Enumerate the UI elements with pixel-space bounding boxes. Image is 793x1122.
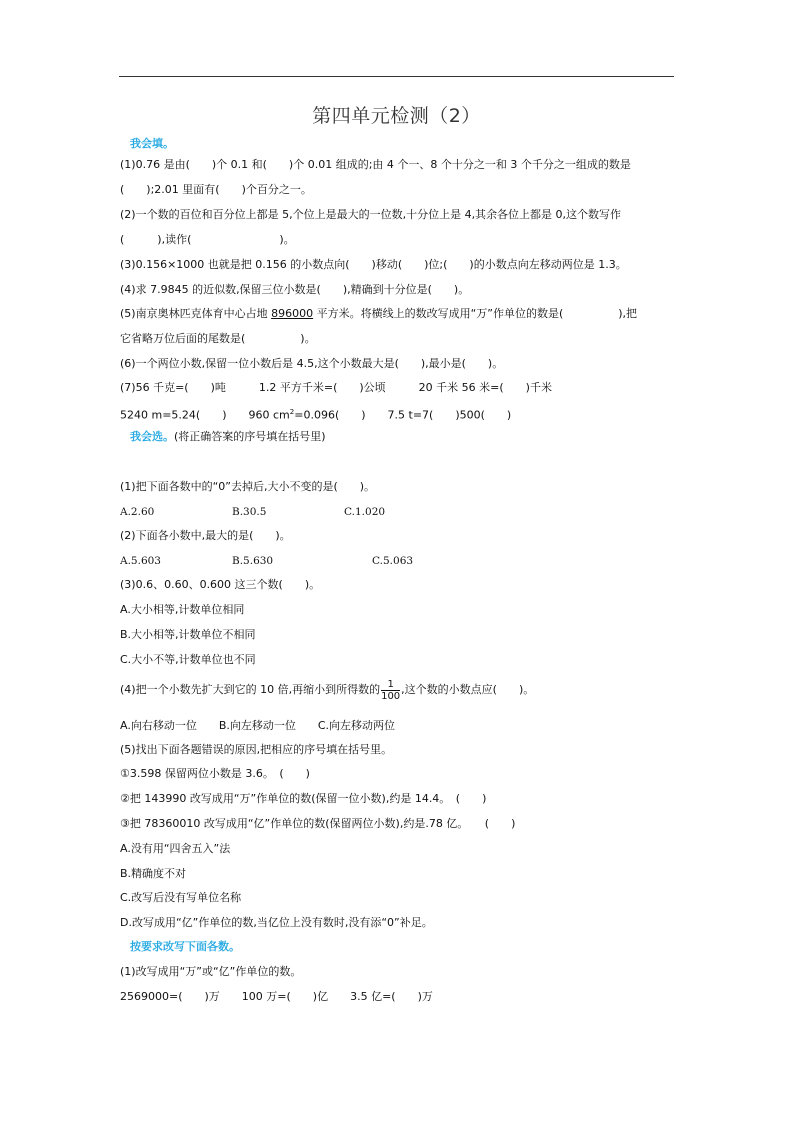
- q2-item-3-option-a: A.大小相等,计数单位相同: [120, 603, 245, 616]
- page-title: 第四单元检测（2）: [312, 105, 481, 127]
- q2-item-1: (1)把下面各数中的“0”去掉后,大小不变的是( )。: [120, 480, 376, 493]
- q2-item-5: (5)找出下面各题错误的原因,把相应的序号填在括号里。: [120, 743, 393, 756]
- q1-line-10: (7)56 千克=( )吨 1.2 平方千米=( )公顷 20 千米 56 米=( )千米: [120, 381, 552, 394]
- header-rule: [119, 76, 674, 77]
- q1-line-4: ( ),读作( )。: [120, 233, 295, 246]
- fraction-one-hundredth: [381, 679, 400, 702]
- q2-item-5-option-b: B.精确度不对: [120, 867, 187, 880]
- q1-line-7-b: 平方米。将横线上的数改写成用“万”作单位的数是( ),把: [313, 307, 638, 320]
- q1-line-2: ( );2.01 里面有( )个百分之一。: [120, 183, 312, 196]
- q2-item-4-b: ,这个数的小数点应( )。: [401, 683, 535, 696]
- q1-underlined-number: 896000: [271, 307, 314, 320]
- q2-item-2-option-a: A.5.603: [120, 555, 161, 567]
- q1-line-8: 它省略万位后面的尾数是( )。: [120, 332, 316, 345]
- q1-line-11-a: 5240 m=5.24( ) 960 cm: [120, 408, 290, 422]
- q2-item-2-option-b: B.5.630: [232, 555, 274, 567]
- section-choose-label: 我会选。: [130, 430, 174, 443]
- fraction-denominator: 100: [381, 690, 401, 702]
- section-fill-title: 我会填。: [130, 137, 174, 150]
- q2-item-3-option-c: C.大小不等,计数单位也不同: [120, 653, 256, 666]
- q2-item-5-option-a: A.没有用“四舍五入”法: [120, 842, 231, 855]
- q1-line-6: (4)求 7.9845 的近似数,保留三位小数是( ),精确到十分位是( )。: [120, 283, 470, 296]
- section-rewrite-title: 按要求改写下面各数。: [130, 940, 240, 953]
- q1-line-5: (3)0.156×1000 也就是把 0.156 的小数点向( )移动( )位;( )的小数点向左移动两位是 1.3。: [120, 258, 627, 271]
- q1-line-7-a: (5)南京奥林匹克体育中心占地: [120, 307, 272, 320]
- q2-item-3-option-b: B.大小相等,计数单位不相同: [120, 628, 256, 641]
- q1-line-11-b: =0.096( ) 7.5 t=7( )500( ): [294, 408, 512, 422]
- q2-item-2-option-c: C.5.063: [372, 555, 414, 567]
- q2-item-1-option-a: A.2.60: [120, 506, 155, 518]
- q2-item-5-sub-3: ③把 78360010 改写成用“亿”作单位的数(保留两位小数),约是.78 亿。 ( ): [120, 817, 516, 830]
- section-choose-note: (将正确答案的序号填在括号里): [174, 430, 326, 443]
- q1-line-1: (1)0.76 是由( )个 0.1 和( )个 0.01 组成的;由 4 个一、8 个十分之一和 3 个千分之一组成的数是: [120, 158, 631, 171]
- q2-item-1-option-c: C.1.020: [344, 506, 386, 518]
- q2-item-1-option-b: B.30.5: [232, 506, 267, 518]
- q3-item-1-line: 2569000=( )万 100 万=( )亿 3.5 亿=( )万: [120, 990, 433, 1003]
- q2-item-5-option-c: C.改写后没有写单位名称: [120, 891, 242, 904]
- q2-item-3: (3)0.6、0.60、0.600 这三个数( )。: [120, 578, 321, 591]
- q3-item-1: (1)改写成用“万”或“亿”作单位的数。: [120, 965, 302, 978]
- q2-item-5-sub-1: ①3.598 保留两位小数是 3.6。 ( ): [120, 767, 310, 780]
- q2-item-4: [120, 678, 534, 702]
- q1-line-7: [120, 307, 637, 321]
- q1-line-3: (2)一个数的百位和百分位上都是 5,个位上是最大的一位数,十分位上是 4,其余各位上都是 0,这个数写作: [120, 208, 622, 221]
- q2-item-4-a: (4)把一个小数先扩大到它的 10 倍,再缩小到所得数的: [120, 683, 381, 696]
- q2-item-2: (2)下面各小数中,最大的是( )。: [120, 529, 291, 542]
- fraction-numerator: 1: [381, 679, 400, 691]
- q2-item-4-options: A.向右移动一位 B.向左移动一位 C.向左移动两位: [120, 719, 396, 732]
- q2-item-5-option-d: D.改写成用“亿”作单位的数,当亿位上没有数时,没有添“0”补足。: [120, 916, 433, 929]
- section-choose-title: [130, 430, 326, 444]
- q1-line-11: [120, 405, 511, 423]
- q2-item-5-sub-2: ②把 143990 改写成用“万”作单位的数(保留一位小数),约是 14.4。 ( ): [120, 792, 487, 805]
- q1-line-9: (6)一个两位小数,保留一位小数后是 4.5,这个小数最大是( ),最小是( )。: [120, 357, 504, 370]
- q1-line-11-sup: 2: [289, 408, 295, 416]
